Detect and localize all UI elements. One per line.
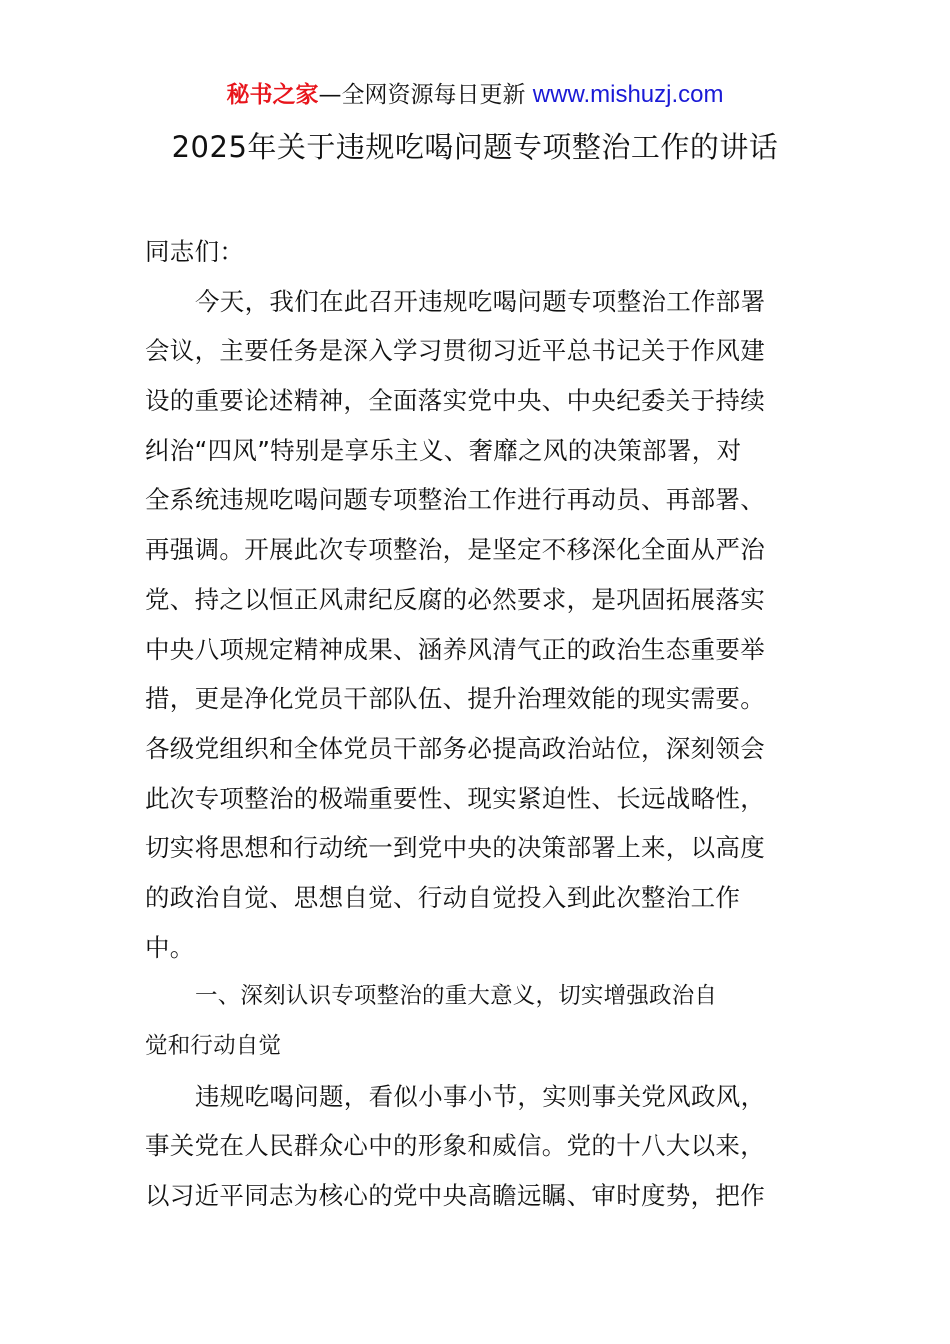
salutation: 同志们： (145, 237, 245, 266)
section-heading: 一、深刻认识专项整治的重大意义，切实增强政治自 (195, 983, 718, 1010)
site-url[interactable]: www.mishuzj.com (532, 81, 724, 108)
paragraph-line: 纠治“四风”特别是享乐主义、奢靡之风的决策部署，对 (145, 435, 742, 465)
paragraph-line: 切实将思想和行动统一到党中央的决策部署上来，以高度 (145, 833, 765, 863)
paragraph-line: 措，更是净化党员干部队伍、提升治理效能的现实需要。 (145, 684, 765, 714)
paragraph-line: 党、持之以恒正风肃纪反腐的必然要求，是巩固拓展落实 (145, 584, 765, 614)
paragraph-line: 设的重要论述精神，全面落实党中央、中央纪委关于持续 (145, 386, 765, 416)
section-heading: 觉和行动自觉 (145, 1033, 282, 1059)
paragraph-line: 此次专项整治的极端重要性、现实紧迫性、长远战略性， (145, 783, 765, 813)
paragraph-line: 中。 (145, 932, 195, 962)
paragraph-line: 的政治自觉、思想自觉、行动自觉投入到此次整治工作 (145, 882, 741, 912)
paragraph-line: 全系统违规吃喝问题专项整治工作进行再动员、再部署、 (145, 485, 765, 515)
paragraph-line: 再强调。开展此次专项整治，是坚定不移深化全面从严治 (145, 535, 765, 565)
paragraph-line: 各级党组织和全体党员干部务必提高政治站位，深刻领会 (145, 733, 765, 763)
paragraph-line: 今天，我们在此召开违规吃喝问题专项整治工作部署 (195, 286, 766, 316)
paragraph-line: 事关党在人民群众心中的形象和威信。党的十八大以来， (145, 1131, 765, 1161)
paragraph-line: 会议，主要任务是深入学习贯彻习近平总书记关于作风建 (145, 336, 765, 366)
paragraph-line: 违规吃喝问题，看似小事小节，实则事关党风政风， (195, 1081, 766, 1111)
paragraph-line: 中央八项规定精神成果、涵养风清气正的政治生态重要举 (145, 634, 765, 664)
document-body (145, 227, 810, 1221)
header-tagline: —全网资源每日更新 (318, 82, 533, 108)
document-title: 2025年关于违规吃喝问题专项整治工作的讲话 (171, 130, 779, 164)
paragraph-line: 以习近平同志为核心的党中央高瞻远瞩、审时度势，把作 (145, 1181, 765, 1211)
site-header (0, 80, 950, 110)
brand-name: 秘书之家 (226, 82, 319, 108)
